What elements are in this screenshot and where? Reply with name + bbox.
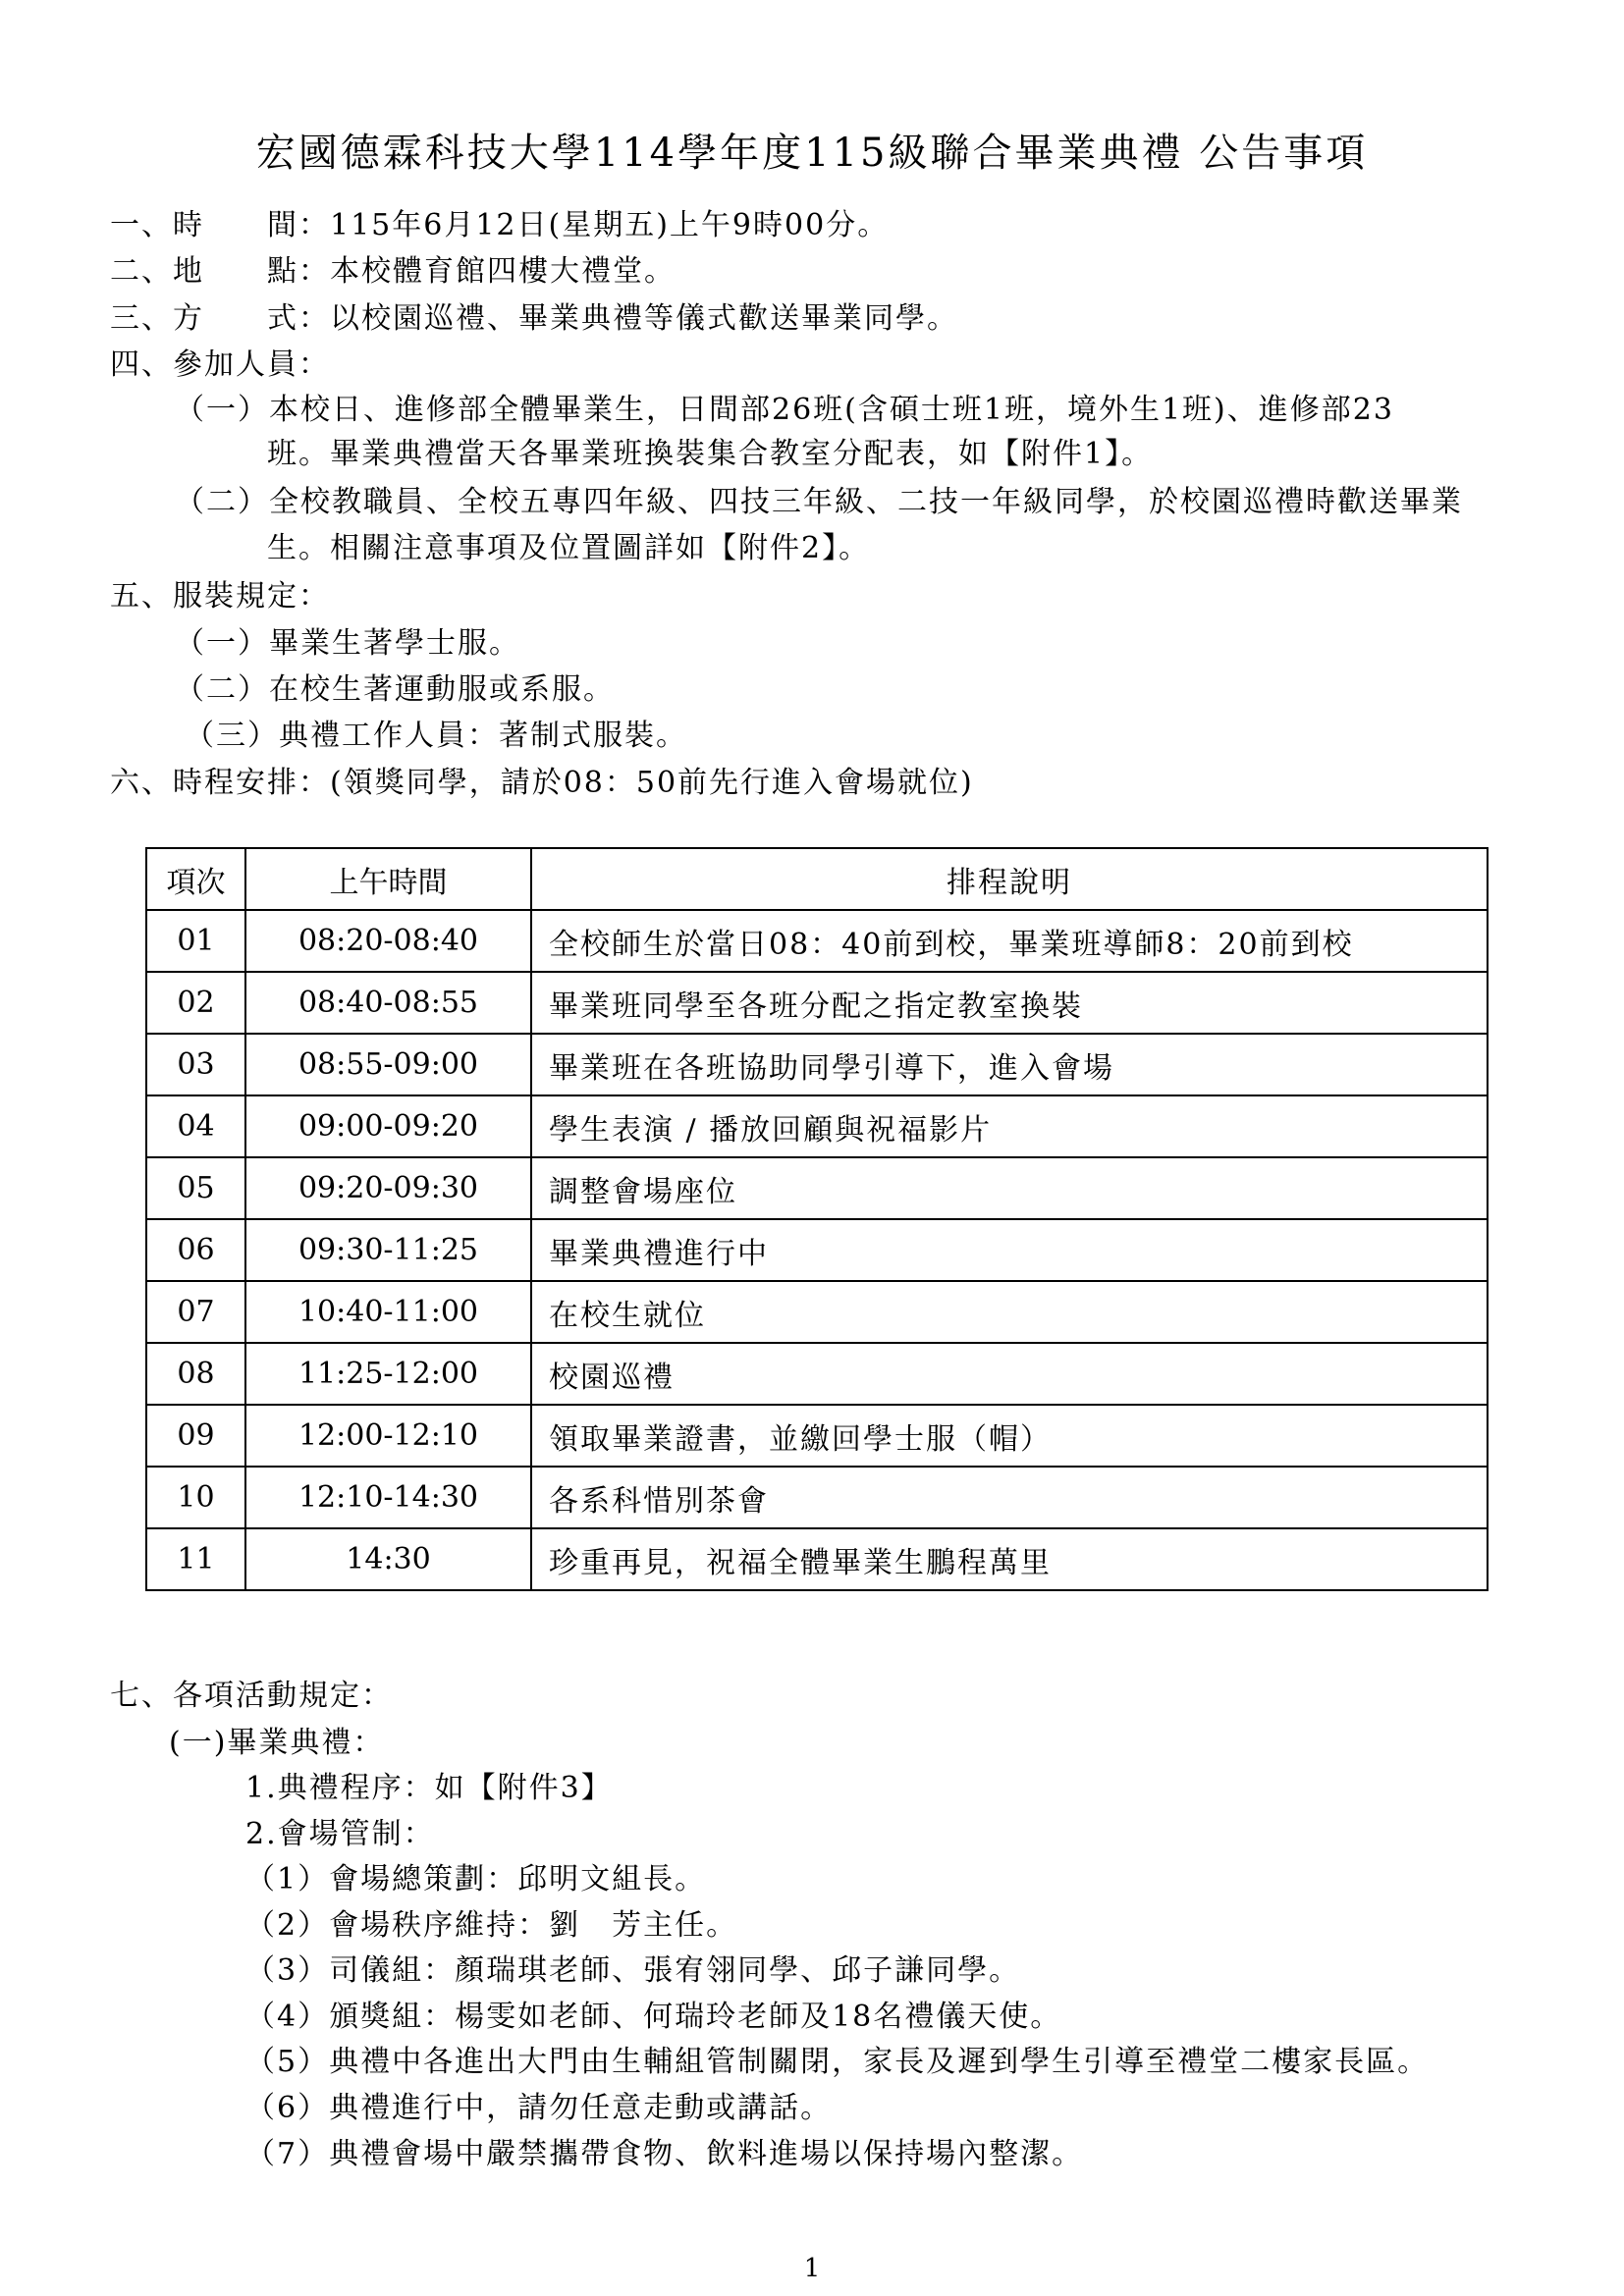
row-index: 01 xyxy=(146,910,245,972)
row-time: 12:00-12:10 xyxy=(245,1405,531,1467)
table-row xyxy=(146,1219,1488,1281)
row-description: 校園巡禮 xyxy=(531,1343,1488,1405)
schedule-header-row xyxy=(146,848,1488,910)
row-index: 10 xyxy=(146,1467,245,1528)
schedule-heading: 六、時程安排：(領獎同學，請於08：50前先行進入會場就位) xyxy=(110,766,974,800)
participants-heading: 四、參加人員： xyxy=(110,347,330,382)
participants-item-2-cont: 生。相關注意事項及位置圖詳如【附件2】。 xyxy=(267,531,871,565)
participants-item-2: （二）全校教職員、全校五專四年級、四技三年級、二技一年級同學，於校園巡禮時歡送畢業 xyxy=(175,485,1463,519)
row-index: 05 xyxy=(146,1157,245,1219)
table-row xyxy=(146,972,1488,1034)
row-index: 04 xyxy=(146,1095,245,1157)
table-row xyxy=(146,910,1488,972)
row-time: 12:10-14:30 xyxy=(245,1467,531,1528)
participants-item-1-cont: 班。畢業典禮當天各畢業班換裝集合教室分配表，如【附件1】。 xyxy=(267,437,1154,471)
row-time: 11:25-12:00 xyxy=(245,1343,531,1405)
dress-heading: 五、服裝規定： xyxy=(110,579,330,614)
row-description: 在校生就位 xyxy=(531,1281,1488,1343)
row-description: 學生表演 / 播放回顧與祝福影片 xyxy=(531,1095,1488,1157)
table-row xyxy=(146,1095,1488,1157)
participants-item-1: （一）本校日、進修部全體畢業生，日間部26班(含碩士班1班，境外生1班)、進修部23 xyxy=(175,393,1394,427)
row-description: 畢業班同學至各班分配之指定教室換裝 xyxy=(531,972,1488,1034)
dress-item-3: （三）典禮工作人員：著制式服裝。 xyxy=(185,719,687,753)
rules-subheading: (一)畢業典禮： xyxy=(169,1726,385,1760)
table-row xyxy=(146,1343,1488,1405)
row-index: 11 xyxy=(146,1528,245,1590)
control-item: （1）會場總策劃：邱明文組長。 xyxy=(245,1862,707,1896)
table-row xyxy=(146,1528,1488,1590)
row-index: 08 xyxy=(146,1343,245,1405)
control-item: （2）會場秩序維持：劉 芳主任。 xyxy=(245,1908,738,1943)
row-time: 09:00-09:20 xyxy=(245,1095,531,1157)
row-index: 09 xyxy=(146,1405,245,1467)
row-index: 02 xyxy=(146,972,245,1034)
row-index: 03 xyxy=(146,1034,245,1095)
schedule-table xyxy=(145,847,1489,1591)
row-time: 09:20-09:30 xyxy=(245,1157,531,1219)
table-row xyxy=(146,1157,1488,1219)
control-item: （3）司儀組：顏瑞琪老師、張宥翎同學、邱子謙同學。 xyxy=(245,1953,1021,1988)
row-time: 10:40-11:00 xyxy=(245,1281,531,1343)
header-time: 上午時間 xyxy=(245,848,531,910)
header-index: 項次 xyxy=(146,848,245,910)
table-row xyxy=(146,1467,1488,1528)
item-place: 二、地 點：本校體育館四樓大禮堂。 xyxy=(110,254,676,289)
header-description: 排程說明 xyxy=(531,848,1488,910)
control-item: （5）典禮中各進出大門由生輔組管制關閉，家長及遲到學生引導至禮堂二樓家長區。 xyxy=(245,2045,1430,2079)
row-description: 畢業班在各班協助同學引導下，進入會場 xyxy=(531,1034,1488,1095)
rules-control: 2.會場管制： xyxy=(245,1817,435,1851)
page-number: 1 xyxy=(803,2254,821,2283)
row-time: 14:30 xyxy=(245,1528,531,1590)
row-index: 06 xyxy=(146,1219,245,1281)
control-item: （7）典禮會場中嚴禁攜帶食物、飲料進場以保持場內整潔。 xyxy=(245,2137,1084,2171)
rules-procedure: 1.典禮程序：如【附件3】 xyxy=(245,1771,613,1805)
rules-heading: 七、各項活動規定： xyxy=(110,1679,393,1713)
dress-item-1: （一）畢業生著學士服。 xyxy=(175,626,520,661)
row-description: 調整會場座位 xyxy=(531,1157,1488,1219)
row-time: 08:55-09:00 xyxy=(245,1034,531,1095)
table-row xyxy=(146,1405,1488,1467)
control-item: （6）典禮進行中，請勿任意走動或講話。 xyxy=(245,2091,833,2125)
item-time: 一、時 間：115年6月12日(星期五)上午9時00分。 xyxy=(110,208,890,242)
row-index: 07 xyxy=(146,1281,245,1343)
table-row xyxy=(146,1281,1488,1343)
schedule-body xyxy=(146,910,1488,1590)
row-description: 畢業典禮進行中 xyxy=(531,1219,1488,1281)
table-row xyxy=(146,1034,1488,1095)
row-time: 08:20-08:40 xyxy=(245,910,531,972)
row-description: 領取畢業證書，並繳回學士服（帽） xyxy=(531,1405,1488,1467)
dress-item-2: （二）在校生著運動服或系服。 xyxy=(175,672,615,707)
row-description: 各系科惜別茶會 xyxy=(531,1467,1488,1528)
row-description: 全校師生於當日08：40前到校，畢業班導師8：20前到校 xyxy=(531,910,1488,972)
row-description: 珍重再見，祝福全體畢業生鵬程萬里 xyxy=(531,1528,1488,1590)
control-item: （4）頒獎組：楊雯如老師、何瑞玲老師及18名禮儀天使。 xyxy=(245,2000,1062,2034)
row-time: 09:30-11:25 xyxy=(245,1219,531,1281)
item-method: 三、方 式：以校園巡禮、畢業典禮等儀式歡送畢業同學。 xyxy=(110,301,958,336)
document-title: 宏國德霖科技大學114學年度115級聯合畢業典禮 公告事項 xyxy=(255,131,1369,176)
row-time: 08:40-08:55 xyxy=(245,972,531,1034)
